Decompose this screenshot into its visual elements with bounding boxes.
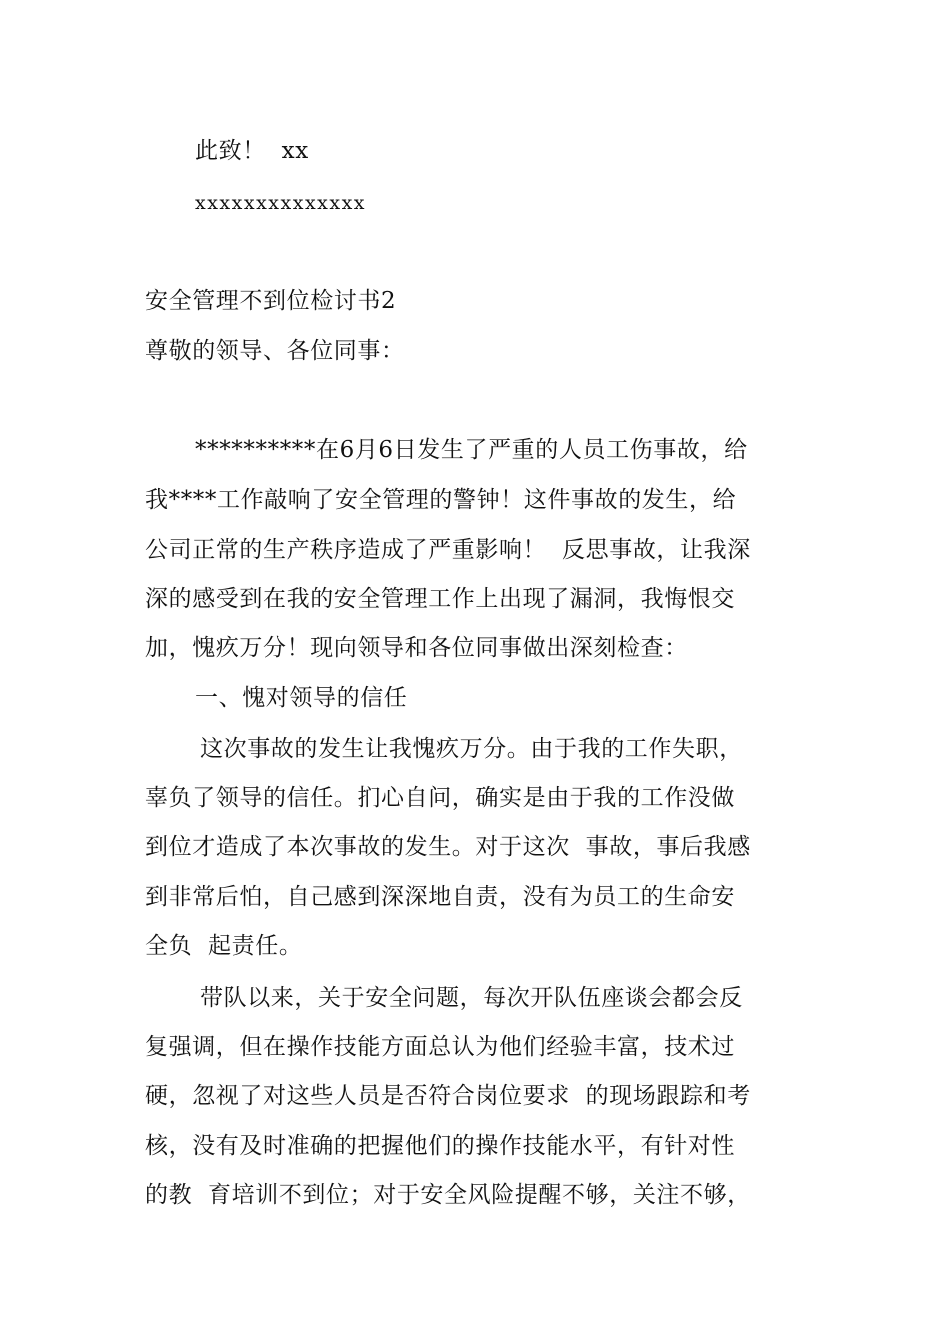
body-line: 深的感受到在我的安全管理工作上出现了漏洞，我悔恨交 xyxy=(145,586,735,612)
body-line: 带队以来，关于安全问题，每次开队伍座谈会都会反 xyxy=(200,985,743,1011)
body-line: 公司正常的生产秩序造成了严重影响！ 反思事故，让我深 xyxy=(145,537,751,563)
body-line: **********在6月6日发生了严重的人员工伤事故，给 xyxy=(195,437,748,463)
body-line: 我****工作敲响了安全管理的警钟！这件事故的发生，给 xyxy=(145,487,737,513)
document-title: 安全管理不到位检讨书2 xyxy=(145,288,397,314)
body-line: 全负 起责任。 xyxy=(145,933,303,959)
closing-signature: xxxxxxxxxxxxxx xyxy=(195,192,367,214)
greeting: 尊敬的领导、各位同事： xyxy=(145,338,405,364)
body-line: 到位才造成了本次事故的发生。对于这次 事故，事后我感 xyxy=(145,834,751,860)
body-line: 辜负了领导的信任。扪心自问，确实是由于我的工作没做 xyxy=(145,785,735,811)
body-line: 硬，忽视了对这些人员是否符合岗位要求 的现场跟踪和考 xyxy=(145,1083,751,1109)
closing-salutation: 此致！ xx xyxy=(195,138,309,164)
body-line: 的教 育培训不到位；对于安全风险提醒不够，关注不够， xyxy=(145,1182,751,1208)
section-heading: 一、愧对领导的信任 xyxy=(195,685,408,711)
body-line: 复强调，但在操作技能方面总认为他们经验丰富，技术过 xyxy=(145,1034,735,1060)
body-line: 这次事故的发生让我愧疚万分。由于我的工作失职， xyxy=(200,736,743,762)
body-line: 到非常后怕，自己感到深深地自责，没有为员工的生命安 xyxy=(145,884,735,910)
body-line: 加，愧疚万分！现向领导和各位同事做出深刻检查： xyxy=(145,635,688,661)
body-line: 核，没有及时准确的把握他们的操作技能水平，有针对性 xyxy=(145,1133,735,1159)
